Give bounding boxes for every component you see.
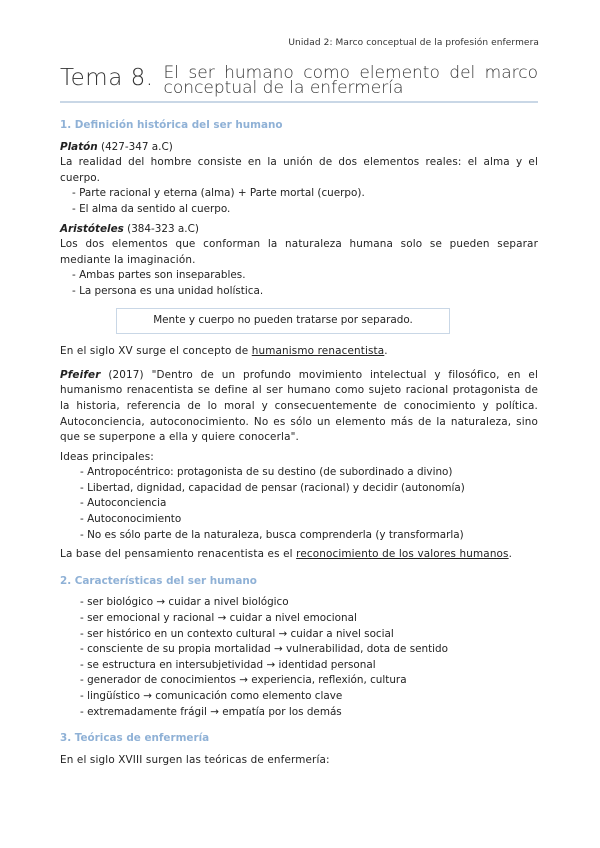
base-suffix: . <box>508 548 513 561</box>
plato-line <box>60 140 538 156</box>
author-name-plato: Platón <box>60 140 98 153</box>
plato-dates: (427-347 a.C) <box>101 140 173 153</box>
list-item: - lingüístico → comunicación como elemento clave <box>80 689 538 705</box>
author-name-aristotle: Aristóteles <box>60 222 124 235</box>
list-item: - No es sólo parte de la naturaleza, busca comprenderla (y transformarla) <box>80 528 538 544</box>
list-item: - ser histórico en un contexto cultural → cuidar a nivel social <box>80 627 538 643</box>
callout-box: Mente y cuerpo no pueden tratarse por separado. <box>116 308 450 335</box>
pfeifer-text: (2017) "Dentro de un profundo movimiento intelectual y filosófico, en el humanismo renacentista se define al ser humano como sujeto racional protagonista de la historia, referencia de lo moral y consecuentemente de conocimiento y política. Autoconciencia, autoconocimiento. No es sólo un elemento más de la naturaleza, sino que se superpone a ella y quiere conocerla". <box>60 368 539 444</box>
list-item: - ser biológico → cuidar a nivel biológico <box>80 595 538 611</box>
title-divider <box>60 101 538 103</box>
list-item: - consciente de su propia mortalidad → vulnerabilidad, dota de sentido <box>80 642 538 658</box>
list-item: - Parte racional y eterna (alma) + Parte mortal (cuerpo). <box>72 186 538 202</box>
plato-text: La realidad del hombre consiste en la unión de dos elementos reales: el alma y el cuerpo. <box>60 156 538 184</box>
aristotle-line <box>60 222 538 238</box>
list-item: - Autoconciencia <box>80 496 538 512</box>
unit-header: Unidad 2: Marco conceptual de la profesión enfermera <box>288 38 539 48</box>
tema-title: El ser humano como elemento del marco conceptual de la enfermería <box>163 63 538 98</box>
base-term: reconocimiento de los valores humanos <box>296 548 509 561</box>
list-item: - generador de conocimientos → experiencia, reflexión, cultura <box>80 673 538 689</box>
ideas-label: Ideas principales: <box>60 450 154 463</box>
section-heading-3: 3. Teóricas de enfermería <box>60 732 210 745</box>
pfeifer-quote <box>60 368 538 446</box>
list-item: - Antropocéntrico: protagonista de su destino (de subordinado a divino) <box>80 465 538 481</box>
page-title <box>60 64 538 96</box>
aristotle-text: Los dos elementos que conforman la naturaleza humana solo se pueden separar mediante la imaginación. <box>60 238 538 266</box>
list-item: - La persona es una unidad holística. <box>72 284 538 300</box>
list-item: - ser emocional y racional → cuidar a nivel emocional <box>80 611 538 627</box>
characteristics-list <box>60 595 538 720</box>
humanism-prefix: En el siglo XV surge el concepto de <box>60 345 252 358</box>
document-body <box>60 118 538 768</box>
list-item: - extremadamente frágil → empatía por los demás <box>80 705 538 721</box>
aristotle-dates: (384-323 a.C) <box>127 222 199 235</box>
list-item: - Ambas partes son inseparables. <box>72 268 538 284</box>
tema-number: Tema 8. <box>60 65 154 91</box>
list-item: - El alma da sentido al cuerpo. <box>72 202 538 218</box>
ideas-list <box>60 465 538 543</box>
humanism-line <box>60 344 538 360</box>
list-item: - se estructura en intersubjetividad → identidad personal <box>80 658 538 674</box>
plato-bullets <box>60 186 538 217</box>
author-name-pfeifer: Pfeifer <box>60 368 101 381</box>
section-heading-2: 2. Características del ser humano <box>60 574 257 587</box>
aristotle-bullets <box>60 268 538 299</box>
section3-text: En el siglo XVIII surgen las teóricas de enfermería: <box>60 753 330 766</box>
base-line <box>60 547 538 563</box>
list-item: - Libertad, dignidad, capacidad de pensar (racional) y decidir (autonomía) <box>80 481 538 497</box>
humanism-suffix: . <box>384 345 388 358</box>
base-prefix: La base del pensamiento renacentista es el <box>60 548 297 561</box>
humanism-term: humanismo renacentista <box>251 345 385 358</box>
section-heading-1: 1. Definición histórica del ser humano <box>60 119 283 131</box>
list-item: - Autoconocimiento <box>80 512 538 528</box>
